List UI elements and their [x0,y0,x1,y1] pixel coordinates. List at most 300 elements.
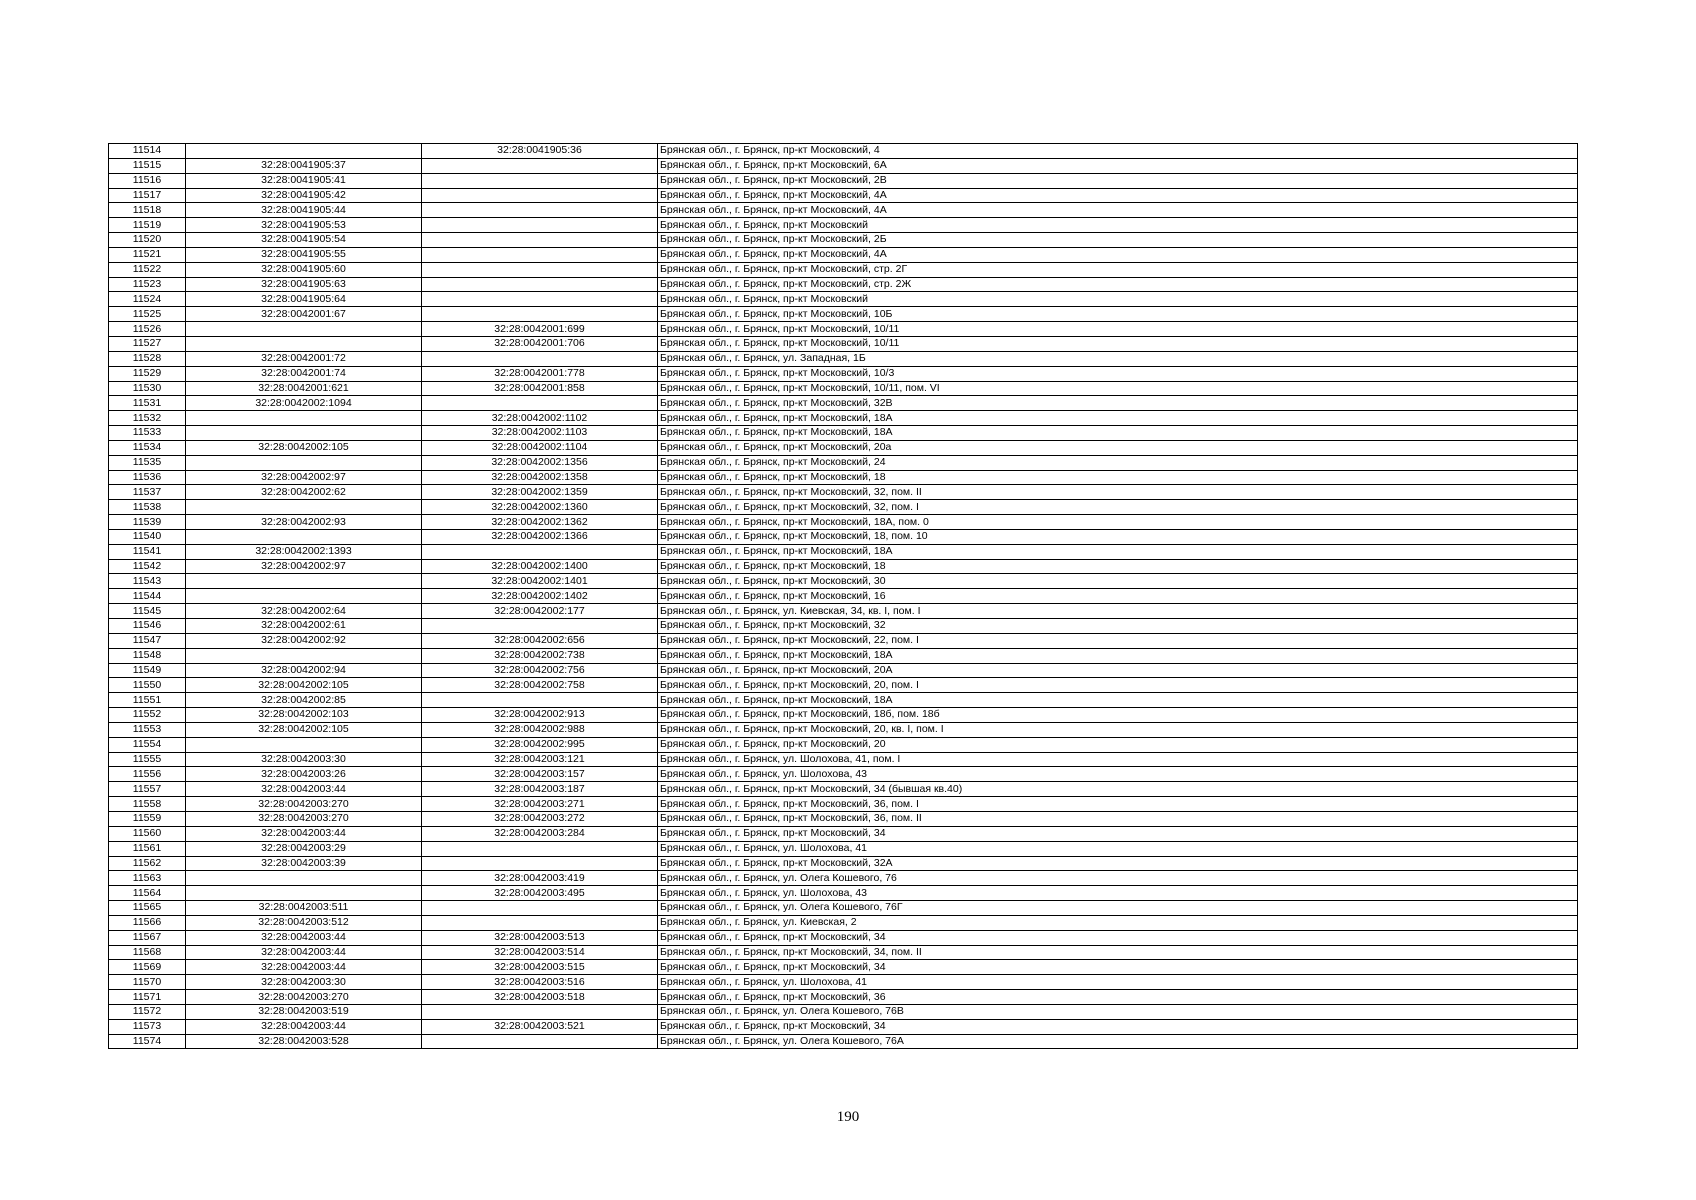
registry-table-body [109,144,1577,1048]
address-cell: Брянская обл., г. Брянск, пр-кт Московский, 18 [658,559,1578,574]
row-number-cell: 11526 [109,322,186,337]
table-row [109,233,1577,248]
row-number-cell: 11572 [109,1004,186,1019]
object-cadastral-number-cell [422,292,658,307]
table-row [109,663,1577,678]
address-cell: Брянская обл., г. Брянск, пр-кт Московский, 30 [658,574,1578,589]
table-row [109,871,1577,886]
address-cell: Брянская обл., г. Брянск, пр-кт Московский, 24 [658,455,1578,470]
table-row [109,529,1577,544]
object-cadastral-number-cell: 32:28:0042001:699 [422,322,658,337]
address-cell: Брянская обл., г. Брянск, пр-кт Московский, 18б, пом. 18б [658,708,1578,723]
table-row [109,722,1577,737]
cadastral-number-cell: 32:28:0042003:270 [186,990,422,1005]
address-cell: Брянская обл., г. Брянск, пр-кт Московский, 18 [658,470,1578,485]
object-cadastral-number-cell: 32:28:0042002:758 [422,678,658,693]
table-row [109,604,1577,619]
cadastral-number-cell [186,871,422,886]
row-number-cell: 11546 [109,619,186,634]
object-cadastral-number-cell: 32:28:0042001:858 [422,381,658,396]
address-cell: Брянская обл., г. Брянск, ул. Олега Кошевого, 76 [658,871,1578,886]
cadastral-number-cell: 32:28:0042003:26 [186,767,422,782]
cadastral-number-cell: 32:28:0042003:519 [186,1004,422,1019]
cadastral-number-cell: 32:28:0042003:511 [186,901,422,916]
cadastral-number-cell [186,737,422,752]
cadastral-number-cell: 32:28:0042002:103 [186,708,422,723]
page-number: 190 [836,1109,860,1125]
table-row [109,292,1577,307]
cadastral-number-cell: 32:28:0042003:44 [186,1019,422,1034]
object-cadastral-number-cell [422,915,658,930]
table-row [109,826,1577,841]
cadastral-number-cell: 32:28:0042003:44 [186,960,422,975]
address-cell: Брянская обл., г. Брянск, пр-кт Московский, 4 [658,144,1578,158]
row-number-cell: 11559 [109,811,186,826]
table-row [109,648,1577,663]
address-cell: Брянская обл., г. Брянск, ул. Киевская, 34, кв. I, пом. I [658,604,1578,619]
cadastral-number-cell: 32:28:0042001:74 [186,366,422,381]
table-row [109,515,1577,530]
row-number-cell: 11521 [109,247,186,262]
address-cell: Брянская обл., г. Брянск, пр-кт Московский, 34 (бывшая кв.40) [658,782,1578,797]
object-cadastral-number-cell: 32:28:0042003:157 [422,767,658,782]
object-cadastral-number-cell: 32:28:0042003:284 [422,826,658,841]
cadastral-number-cell: 32:28:0042002:92 [186,633,422,648]
object-cadastral-number-cell [422,841,658,856]
table-row [109,247,1577,262]
cadastral-number-cell: 32:28:0042002:1094 [186,396,422,411]
table-row [109,915,1577,930]
object-cadastral-number-cell: 32:28:0042002:177 [422,604,658,619]
address-cell: Брянская обл., г. Брянск, ул. Шолохова, 41 [658,841,1578,856]
row-number-cell: 11547 [109,633,186,648]
row-number-cell: 11524 [109,292,186,307]
object-cadastral-number-cell: 32:28:0042002:1360 [422,500,658,515]
row-number-cell: 11558 [109,797,186,812]
table-row [109,737,1577,752]
cadastral-number-cell: 32:28:0042003:29 [186,841,422,856]
table-row [109,886,1577,901]
table-row [109,500,1577,515]
object-cadastral-number-cell: 32:28:0042002:738 [422,648,658,663]
object-cadastral-number-cell [422,901,658,916]
cadastral-number-cell: 32:28:0041905:44 [186,203,422,218]
address-cell: Брянская обл., г. Брянск, ул. Западная, 1Б [658,351,1578,366]
address-cell: Брянская обл., г. Брянск, пр-кт Московский, 20А [658,663,1578,678]
row-number-cell: 11549 [109,663,186,678]
cadastral-number-cell: 32:28:0042001:72 [186,351,422,366]
address-cell: Брянская обл., г. Брянск, пр-кт Московский, 36, пом. I [658,797,1578,812]
table-row [109,470,1577,485]
address-cell: Брянская обл., г. Брянск, пр-кт Московский, 34, пом. II [658,945,1578,960]
table-row [109,945,1577,960]
table-row [109,975,1577,990]
object-cadastral-number-cell: 32:28:0042001:778 [422,366,658,381]
cadastral-number-cell: 32:28:0042003:528 [186,1034,422,1048]
cadastral-number-cell: 32:28:0041905:41 [186,173,422,188]
address-cell: Брянская обл., г. Брянск, пр-кт Московский [658,292,1578,307]
address-cell: Брянская обл., г. Брянск, пр-кт Московский, 18А [658,544,1578,559]
row-number-cell: 11569 [109,960,186,975]
address-cell: Брянская обл., г. Брянск, пр-кт Московский, 32В [658,396,1578,411]
table-row [109,1019,1577,1034]
address-cell: Брянская обл., г. Брянск, пр-кт Московский, 34 [658,930,1578,945]
row-number-cell: 11540 [109,529,186,544]
row-number-cell: 11553 [109,722,186,737]
row-number-cell: 11535 [109,455,186,470]
row-number-cell: 11538 [109,500,186,515]
object-cadastral-number-cell: 32:28:0042002:1104 [422,440,658,455]
object-cadastral-number-cell [422,277,658,292]
address-cell: Брянская обл., г. Брянск, пр-кт Московский, 18, пом. 10 [658,529,1578,544]
row-number-cell: 11571 [109,990,186,1005]
table-row [109,218,1577,233]
table-row [109,144,1577,158]
table-row [109,1034,1577,1048]
row-number-cell: 11573 [109,1019,186,1034]
table-row [109,426,1577,441]
address-cell: Брянская обл., г. Брянск, пр-кт Московский, 32, пом. I [658,500,1578,515]
row-number-cell: 11545 [109,604,186,619]
row-number-cell: 11556 [109,767,186,782]
row-number-cell: 11567 [109,930,186,945]
address-cell: Брянская обл., г. Брянск, пр-кт Московский [658,218,1578,233]
object-cadastral-number-cell: 32:28:0042002:1401 [422,574,658,589]
address-cell: Брянская обл., г. Брянск, пр-кт Московский, 10/3 [658,366,1578,381]
table-row [109,811,1577,826]
object-cadastral-number-cell: 32:28:0042003:121 [422,752,658,767]
cadastral-number-cell: 32:28:0042002:105 [186,722,422,737]
table-row [109,173,1577,188]
row-number-cell: 11560 [109,826,186,841]
address-cell: Брянская обл., г. Брянск, пр-кт Московский, 34 [658,826,1578,841]
table-row [109,708,1577,723]
table-row [109,544,1577,559]
row-number-cell: 11537 [109,485,186,500]
table-row [109,396,1577,411]
cadastral-number-cell: 32:28:0042002:97 [186,559,422,574]
row-number-cell: 11564 [109,886,186,901]
object-cadastral-number-cell: 32:28:0042003:495 [422,886,658,901]
cadastral-number-cell: 32:28:0042002:62 [186,485,422,500]
object-cadastral-number-cell [422,173,658,188]
address-cell: Брянская обл., г. Брянск, пр-кт Московский, 4А [658,188,1578,203]
table-row [109,203,1577,218]
cadastral-number-cell: 32:28:0042003:39 [186,856,422,871]
row-number-cell: 11514 [109,144,186,158]
row-number-cell: 11528 [109,351,186,366]
cadastral-number-cell: 32:28:0042003:30 [186,752,422,767]
cadastral-number-cell: 32:28:0042003:44 [186,945,422,960]
cadastral-number-cell [186,144,422,158]
address-cell: Брянская обл., г. Брянск, пр-кт Московский, 10Б [658,307,1578,322]
table-row [109,1004,1577,1019]
object-cadastral-number-cell: 32:28:0042003:518 [422,990,658,1005]
row-number-cell: 11555 [109,752,186,767]
cadastral-number-cell: 32:28:0042003:270 [186,811,422,826]
object-cadastral-number-cell: 32:28:0042002:1102 [422,411,658,426]
object-cadastral-number-cell: 32:28:0042002:1103 [422,426,658,441]
object-cadastral-number-cell [422,544,658,559]
cadastral-number-cell: 32:28:0041905:42 [186,188,422,203]
object-cadastral-number-cell [422,247,658,262]
row-number-cell: 11520 [109,233,186,248]
cadastral-number-cell [186,426,422,441]
cadastral-number-cell: 32:28:0042002:93 [186,515,422,530]
row-number-cell: 11562 [109,856,186,871]
row-number-cell: 11552 [109,708,186,723]
cadastral-number-cell [186,574,422,589]
table-row [109,574,1577,589]
cadastral-number-cell: 32:28:0041905:53 [186,218,422,233]
row-number-cell: 11525 [109,307,186,322]
row-number-cell: 11530 [109,381,186,396]
object-cadastral-number-cell [422,856,658,871]
cadastral-number-cell [186,336,422,351]
object-cadastral-number-cell: 32:28:0042002:1356 [422,455,658,470]
table-row [109,158,1577,173]
cadastral-number-cell: 32:28:0041905:55 [186,247,422,262]
table-row [109,336,1577,351]
cadastral-number-cell: 32:28:0041905:64 [186,292,422,307]
cadastral-number-cell [186,322,422,337]
object-cadastral-number-cell: 32:28:0042002:656 [422,633,658,648]
registry-table-frame [108,143,1578,1049]
table-row [109,277,1577,292]
table-row [109,767,1577,782]
address-cell: Брянская обл., г. Брянск, пр-кт Московский, 18А [658,426,1578,441]
row-number-cell: 11539 [109,515,186,530]
address-cell: Брянская обл., г. Брянск, пр-кт Московский, 36 [658,990,1578,1005]
row-number-cell: 11565 [109,901,186,916]
object-cadastral-number-cell: 32:28:0042002:1402 [422,589,658,604]
table-row [109,693,1577,708]
object-cadastral-number-cell: 32:28:0042003:514 [422,945,658,960]
row-number-cell: 11522 [109,262,186,277]
row-number-cell: 11557 [109,782,186,797]
cadastral-number-cell: 32:28:0042002:85 [186,693,422,708]
object-cadastral-number-cell [422,188,658,203]
row-number-cell: 11529 [109,366,186,381]
row-number-cell: 11570 [109,975,186,990]
address-cell: Брянская обл., г. Брянск, пр-кт Московский, 2В [658,173,1578,188]
object-cadastral-number-cell: 32:28:0042003:513 [422,930,658,945]
address-cell: Брянская обл., г. Брянск, пр-кт Московский, 10/11 [658,336,1578,351]
cadastral-number-cell [186,455,422,470]
table-row [109,782,1577,797]
cadastral-number-cell: 32:28:0041905:37 [186,158,422,173]
address-cell: Брянская обл., г. Брянск, пр-кт Московский, 34 [658,1019,1578,1034]
object-cadastral-number-cell: 32:28:0042002:756 [422,663,658,678]
address-cell: Брянская обл., г. Брянск, пр-кт Московский, 20 [658,737,1578,752]
address-cell: Брянская обл., г. Брянск, пр-кт Московский, 18А [658,411,1578,426]
cadastral-number-cell: 32:28:0042002:64 [186,604,422,619]
cadastral-number-cell: 32:28:0042003:44 [186,782,422,797]
table-row [109,678,1577,693]
row-number-cell: 11517 [109,188,186,203]
cadastral-number-cell [186,589,422,604]
row-number-cell: 11548 [109,648,186,663]
row-number-cell: 11544 [109,589,186,604]
object-cadastral-number-cell: 32:28:0042003:272 [422,811,658,826]
object-cadastral-number-cell [422,307,658,322]
table-row [109,619,1577,634]
address-cell: Брянская обл., г. Брянск, пр-кт Московский, 4А [658,247,1578,262]
table-row [109,990,1577,1005]
object-cadastral-number-cell: 32:28:0042002:1366 [422,529,658,544]
object-cadastral-number-cell: 32:28:0042003:521 [422,1019,658,1034]
address-cell: Брянская обл., г. Брянск, пр-кт Московский, 32 [658,619,1578,634]
row-number-cell: 11536 [109,470,186,485]
table-row [109,381,1577,396]
object-cadastral-number-cell: 32:28:0042002:1358 [422,470,658,485]
object-cadastral-number-cell: 32:28:0041905:36 [422,144,658,158]
table-row [109,960,1577,975]
row-number-cell: 11516 [109,173,186,188]
object-cadastral-number-cell [422,158,658,173]
cadastral-number-cell [186,500,422,515]
address-cell: Брянская обл., г. Брянск, пр-кт Московский, стр. 2Г [658,262,1578,277]
object-cadastral-number-cell: 32:28:0042003:271 [422,797,658,812]
row-number-cell: 11532 [109,411,186,426]
address-cell: Брянская обл., г. Брянск, пр-кт Московский, 32А [658,856,1578,871]
table-row [109,841,1577,856]
object-cadastral-number-cell: 32:28:0042003:516 [422,975,658,990]
cadastral-number-cell: 32:28:0042001:67 [186,307,422,322]
address-cell: Брянская обл., г. Брянск, пр-кт Московский, 18А, пом. 0 [658,515,1578,530]
row-number-cell: 11531 [109,396,186,411]
row-number-cell: 11515 [109,158,186,173]
table-row [109,351,1577,366]
cadastral-number-cell: 32:28:0042003:270 [186,797,422,812]
table-row [109,797,1577,812]
registry-table [109,144,1577,1048]
object-cadastral-number-cell [422,203,658,218]
cadastral-number-cell: 32:28:0041905:60 [186,262,422,277]
row-number-cell: 11527 [109,336,186,351]
table-row [109,633,1577,648]
object-cadastral-number-cell [422,351,658,366]
object-cadastral-number-cell [422,233,658,248]
object-cadastral-number-cell [422,693,658,708]
object-cadastral-number-cell: 32:28:0042002:995 [422,737,658,752]
object-cadastral-number-cell: 32:28:0042001:706 [422,336,658,351]
row-number-cell: 11519 [109,218,186,233]
cadastral-number-cell: 32:28:0042002:105 [186,440,422,455]
row-number-cell: 11543 [109,574,186,589]
cadastral-number-cell [186,648,422,663]
address-cell: Брянская обл., г. Брянск, пр-кт Московский, 10/11 [658,322,1578,337]
table-row [109,307,1577,322]
object-cadastral-number-cell: 32:28:0042002:988 [422,722,658,737]
row-number-cell: 11574 [109,1034,186,1048]
table-row [109,366,1577,381]
row-number-cell: 11542 [109,559,186,574]
object-cadastral-number-cell: 32:28:0042003:419 [422,871,658,886]
cadastral-number-cell: 32:28:0042002:105 [186,678,422,693]
cadastral-number-cell: 32:28:0042002:97 [186,470,422,485]
object-cadastral-number-cell: 32:28:0042003:515 [422,960,658,975]
row-number-cell: 11533 [109,426,186,441]
object-cadastral-number-cell [422,396,658,411]
cadastral-number-cell: 32:28:0042003:30 [186,975,422,990]
cadastral-number-cell: 32:28:0042002:94 [186,663,422,678]
table-row [109,856,1577,871]
table-row [109,485,1577,500]
cadastral-number-cell [186,529,422,544]
address-cell: Брянская обл., г. Брянск, ул. Шолохова, 41 [658,975,1578,990]
table-row [109,188,1577,203]
object-cadastral-number-cell [422,619,658,634]
object-cadastral-number-cell: 32:28:0042002:913 [422,708,658,723]
row-number-cell: 11551 [109,693,186,708]
address-cell: Брянская обл., г. Брянск, пр-кт Московский, 32, пом. II [658,485,1578,500]
cadastral-number-cell [186,886,422,901]
cadastral-number-cell: 32:28:0042001:621 [186,381,422,396]
table-row [109,440,1577,455]
object-cadastral-number-cell: 32:28:0042002:1362 [422,515,658,530]
object-cadastral-number-cell [422,218,658,233]
table-row [109,411,1577,426]
cadastral-number-cell: 32:28:0042003:44 [186,930,422,945]
address-cell: Брянская обл., г. Брянск, пр-кт Московский, 34 [658,960,1578,975]
row-number-cell: 11518 [109,203,186,218]
row-number-cell: 11550 [109,678,186,693]
row-number-cell: 11561 [109,841,186,856]
row-number-cell: 11534 [109,440,186,455]
table-row [109,322,1577,337]
address-cell: Брянская обл., г. Брянск, пр-кт Московский, 2Б [658,233,1578,248]
address-cell: Брянская обл., г. Брянск, пр-кт Московский, 20, пом. I [658,678,1578,693]
address-cell: Брянская обл., г. Брянск, пр-кт Московский, 20, кв. I, пом. I [658,722,1578,737]
address-cell: Брянская обл., г. Брянск, пр-кт Московский, 20а [658,440,1578,455]
cadastral-number-cell: 32:28:0041905:54 [186,233,422,248]
row-number-cell: 11563 [109,871,186,886]
table-row [109,752,1577,767]
object-cadastral-number-cell [422,262,658,277]
address-cell: Брянская обл., г. Брянск, пр-кт Московский, 36, пом. II [658,811,1578,826]
row-number-cell: 11566 [109,915,186,930]
table-row [109,262,1577,277]
address-cell: Брянская обл., г. Брянск, пр-кт Московский, 6А [658,158,1578,173]
cadastral-number-cell: 32:28:0042003:44 [186,826,422,841]
row-number-cell: 11568 [109,945,186,960]
address-cell: Брянская обл., г. Брянск, пр-кт Московский, 4А [658,203,1578,218]
address-cell: Брянская обл., г. Брянск, пр-кт Московский, 16 [658,589,1578,604]
cadastral-number-cell: 32:28:0042003:512 [186,915,422,930]
address-cell: Брянская обл., г. Брянск, пр-кт Московский, 18А [658,693,1578,708]
address-cell: Брянская обл., г. Брянск, ул. Олега Кошевого, 76Г [658,901,1578,916]
table-row [109,901,1577,916]
cadastral-number-cell [186,411,422,426]
cadastral-number-cell: 32:28:0041905:63 [186,277,422,292]
address-cell: Брянская обл., г. Брянск, ул. Шолохова, 43 [658,886,1578,901]
row-number-cell: 11554 [109,737,186,752]
address-cell: Брянская обл., г. Брянск, ул. Олега Кошевого, 76А [660,1035,904,1048]
object-cadastral-number-cell: 32:28:0042003:187 [422,782,658,797]
object-cadastral-number-cell [422,1034,658,1048]
address-cell: Брянская обл., г. Брянск, пр-кт Московский, стр. 2Ж [658,277,1578,292]
table-row [109,559,1577,574]
object-cadastral-number-cell [422,1004,658,1019]
object-cadastral-number-cell: 32:28:0042002:1359 [422,485,658,500]
address-cell: Брянская обл., г. Брянск, ул. Киевская, 2 [658,915,1578,930]
row-number-cell: 11523 [109,277,186,292]
address-cell: Брянская обл., г. Брянск, пр-кт Московский, 10/11, пом. VI [658,381,1578,396]
cadastral-number-cell: 32:28:0042002:1393 [186,544,422,559]
address-cell: Брянская обл., г. Брянск, пр-кт Московский, 22, пом. I [658,633,1578,648]
object-cadastral-number-cell: 32:28:0042002:1400 [422,559,658,574]
